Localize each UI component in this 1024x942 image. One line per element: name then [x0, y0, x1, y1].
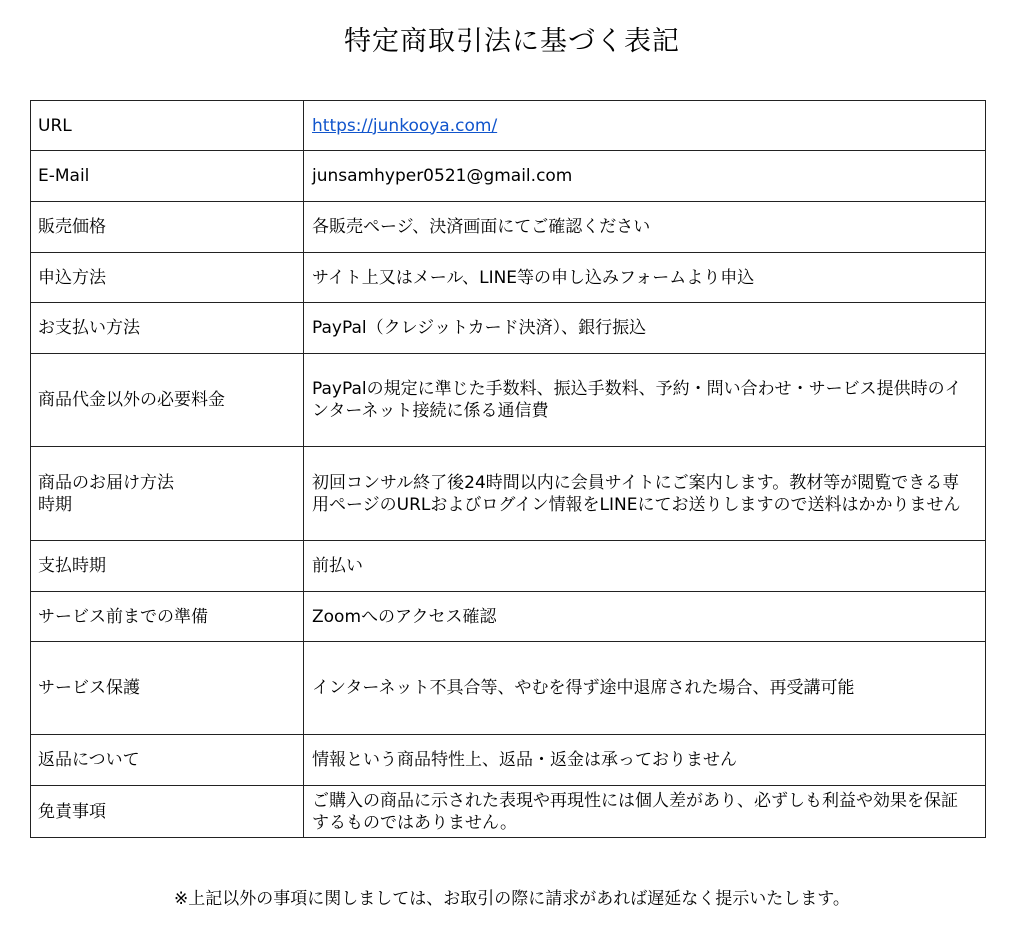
row-value-additional-fees: PayPalの規定に準じた手数料、振込手数料、予約・問い合わせ・サービス提供時のインターネット接続に係る通信費	[304, 354, 986, 447]
table-row-delivery	[31, 447, 986, 541]
row-value-returns: 情報という商品特性上、返品・返金は承っておりません	[304, 735, 986, 786]
row-label-delivery	[31, 447, 304, 541]
site-url-link[interactable]: https://junkooya.com/	[312, 115, 498, 136]
row-label-delivery-line2: 時期	[38, 494, 72, 515]
row-value-email: junsamhyper0521@gmail.com	[304, 151, 986, 202]
row-value-application: サイト上又はメール、LINE等の申し込みフォームより申込	[304, 253, 986, 303]
row-value-disclaimer: ご購入の商品に示された表現や再現性には個人差があり、必ずしも利益や効果を保証するものではありません。	[304, 786, 986, 838]
row-label-disclaimer: 免責事項	[31, 786, 304, 838]
row-value-service-guarantee: インターネット不具合等、やむを得ず途中退席された場合、再受講可能	[304, 642, 986, 735]
table-row-disclaimer	[31, 786, 986, 838]
row-label-email: E-Mail	[31, 151, 304, 202]
table-row-application	[31, 253, 986, 303]
table-row-url	[31, 101, 986, 151]
row-value-price: 各販売ページ、決済画面にてご確認ください	[304, 202, 986, 253]
table-row-price	[31, 202, 986, 253]
table-row-additional-fees	[31, 354, 986, 447]
row-label-preparation: サービス前までの準備	[31, 592, 304, 642]
legal-info-table	[30, 100, 986, 838]
row-label-returns: 返品について	[31, 735, 304, 786]
row-label-application: 申込方法	[31, 253, 304, 303]
table-row-email	[31, 151, 986, 202]
row-value-payment-method: PayPal（クレジットカード決済）、銀行振込	[304, 303, 986, 354]
footer-note: ※上記以外の事項に関しましては、お取引の際に請求があれば遅延なく提示いたします。	[174, 889, 850, 909]
row-label-additional-fees: 商品代金以外の必要料金	[31, 354, 304, 447]
table-row-service-guarantee	[31, 642, 986, 735]
table-row-returns	[31, 735, 986, 786]
row-label-payment-method: お支払い方法	[31, 303, 304, 354]
row-label-url: URL	[31, 101, 304, 151]
row-label-payment-timing: 支払時期	[31, 541, 304, 592]
table-row-preparation	[31, 592, 986, 642]
table-row-payment-method	[31, 303, 986, 354]
row-value-payment-timing: 前払い	[304, 541, 986, 592]
row-value-url	[304, 101, 986, 151]
table-row-payment-timing	[31, 541, 986, 592]
page-title: 特定商取引法に基づく表記	[344, 26, 680, 57]
row-label-delivery-line1: 商品のお届け方法	[38, 472, 174, 493]
row-value-preparation: Zoomへのアクセス確認	[304, 592, 986, 642]
row-label-price: 販売価格	[31, 202, 304, 253]
row-label-service-guarantee: サービス保護	[31, 642, 304, 735]
row-value-delivery: 初回コンサル終了後24時間以内に会員サイトにご案内します。教材等が閲覧できる専用ページのURLおよびログイン情報をLINEにてお送りしますので送料はかかりません	[304, 447, 986, 541]
